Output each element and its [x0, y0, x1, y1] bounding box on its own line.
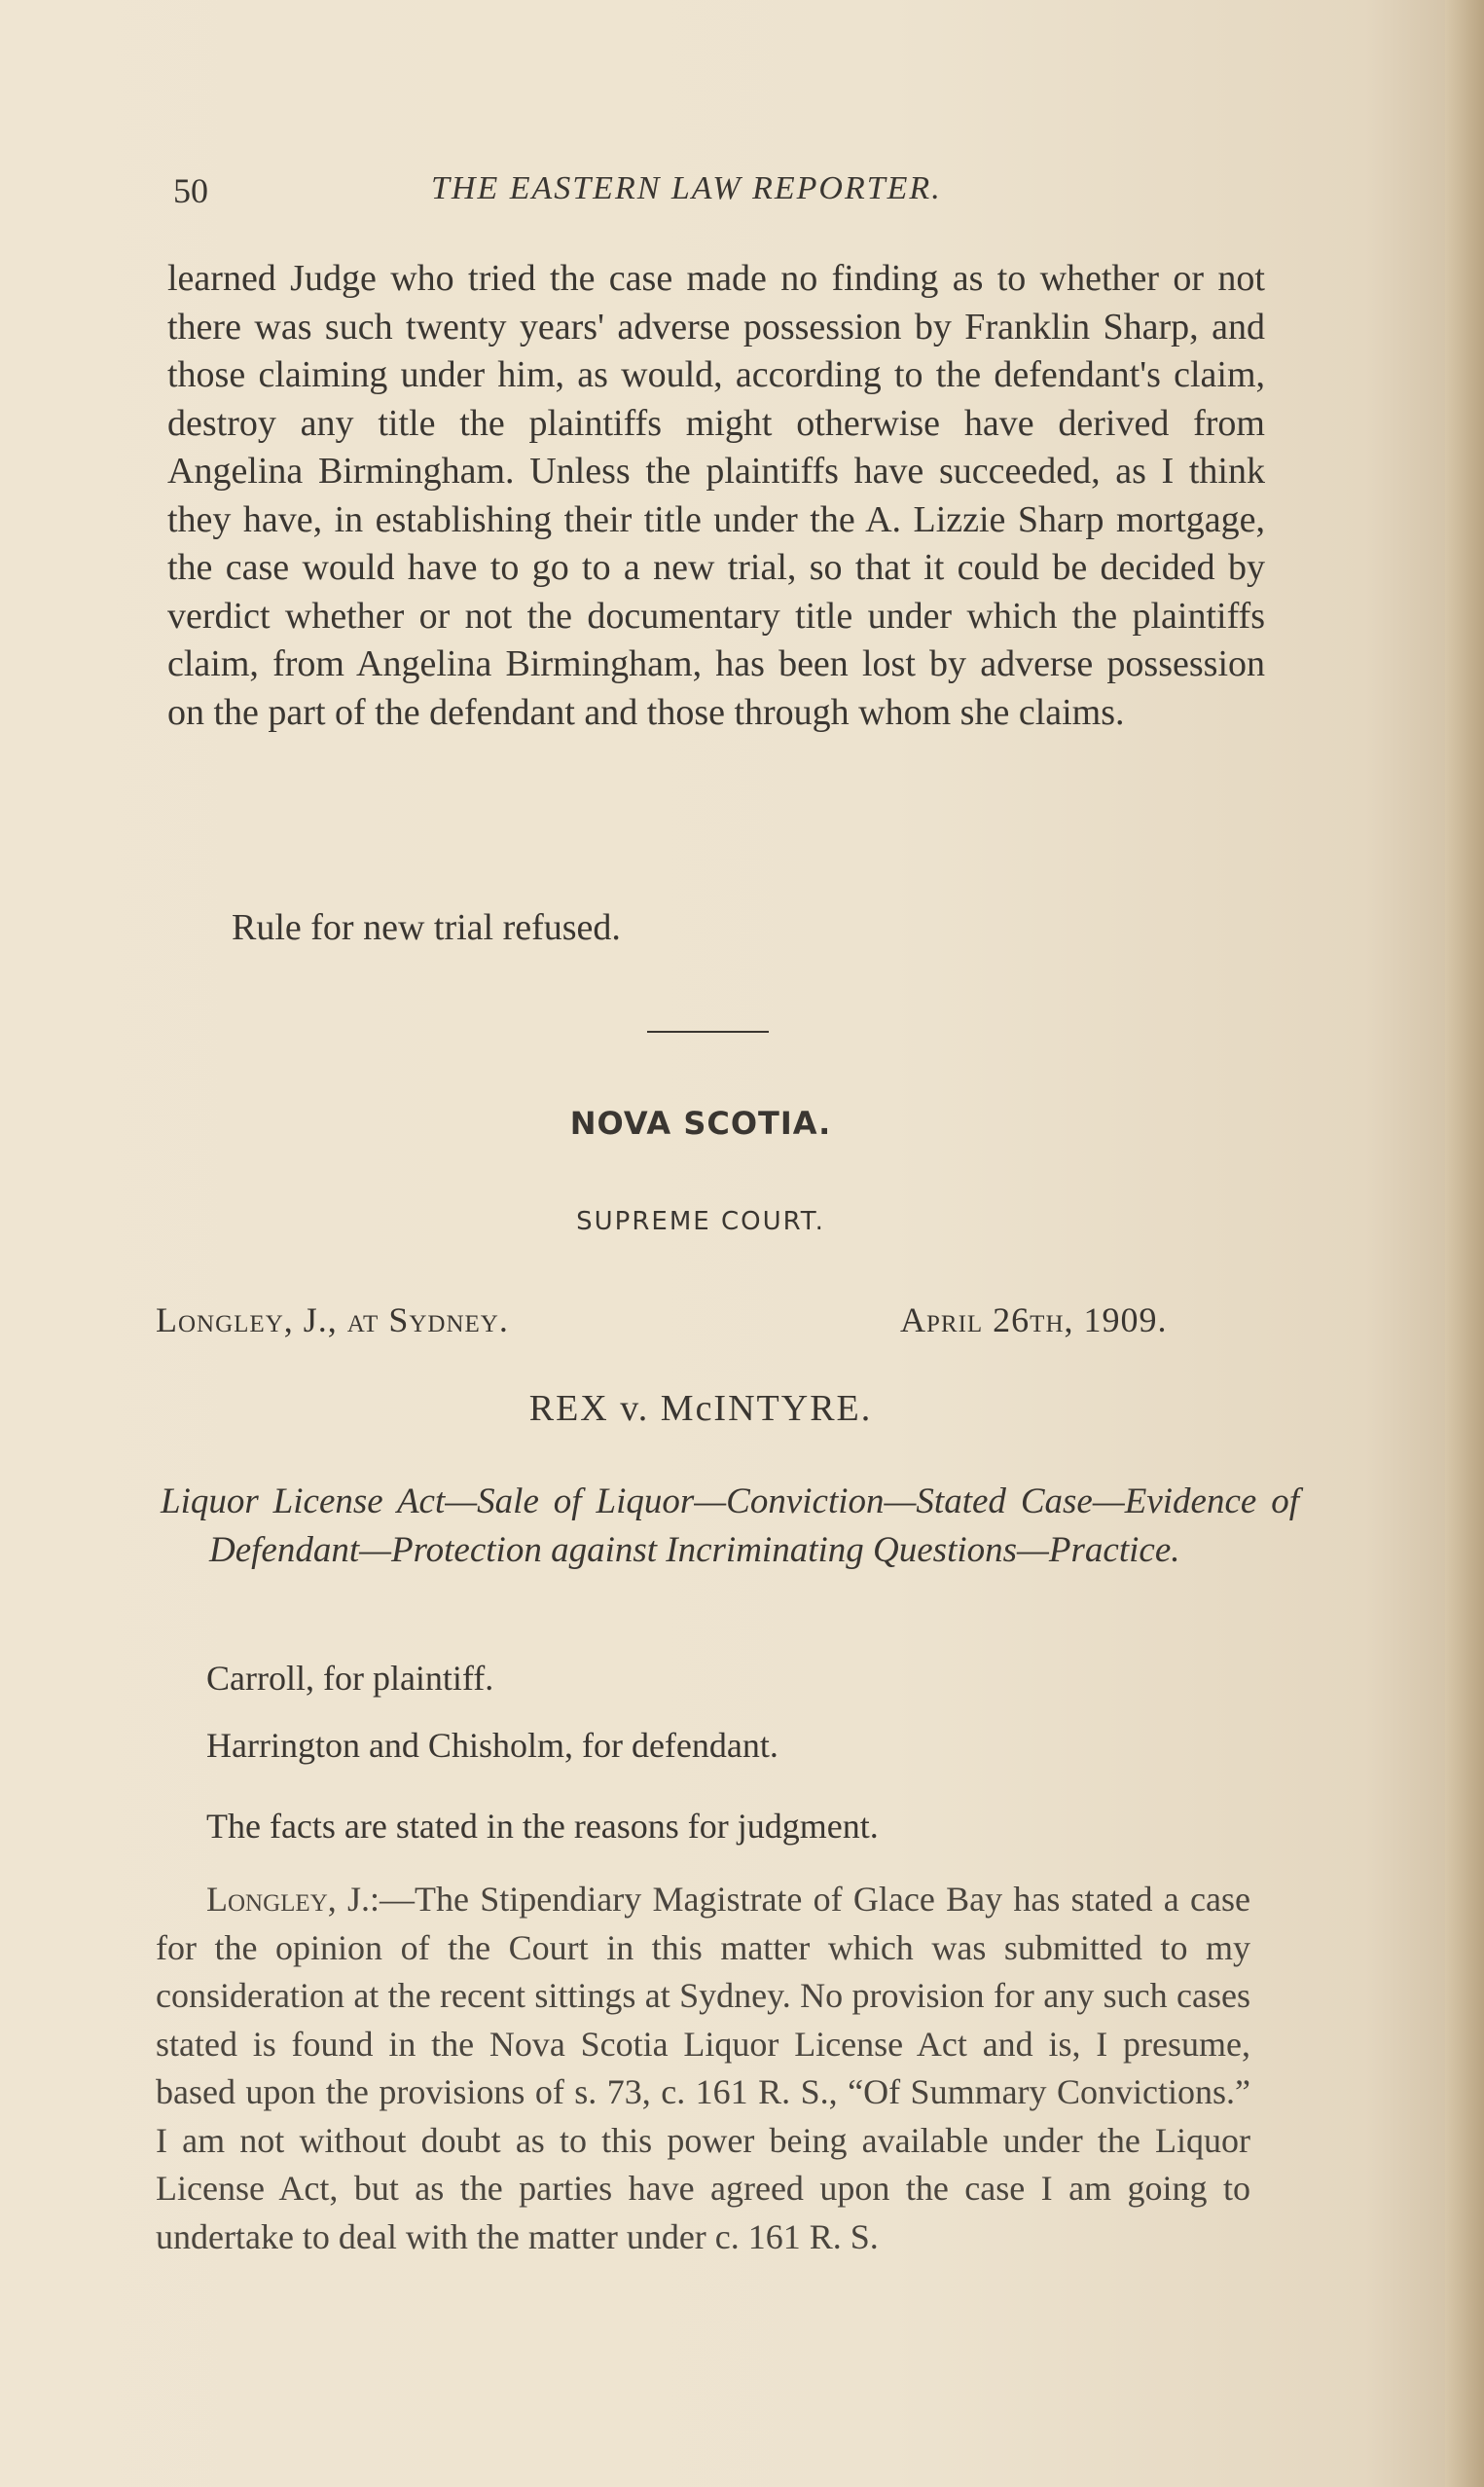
jurisdiction-heading: NOVA SCOTIA.	[569, 1105, 832, 1142]
case-title: REX v. McINTYRE.	[528, 1388, 873, 1429]
court-heading: SUPREME COURT.	[576, 1207, 825, 1236]
page-header	[173, 170, 1263, 219]
counsel-defendant: Harrington and Chisholm, for defendant.	[206, 1726, 778, 1765]
running-title: THE EASTERN LAW REPORTER.	[431, 170, 942, 206]
judge-location: Longley, J., at Sydney.	[156, 1300, 509, 1339]
judgment-author: Longley, J.	[206, 1880, 371, 1919]
judgment-date: April 26th, 1909.	[900, 1300, 1168, 1339]
prior-case-result: Rule for new trial refused.	[232, 907, 621, 948]
headnote: Liquor License Act—Sale of Liquor—Conviction—Stated Case—Evidence of Defendant—Protection against Incriminating Questions—Practice.	[161, 1481, 1299, 1570]
page-gutter	[1445, 0, 1484, 2487]
judgment-text: :—The Stipendiary Magistrate of Glace Bay has stated a case for the opinion of the Court in this matter which was submitted to my consideration at the recent sittings at Sydney. No provision for any such cases stated is found in the Nova Scotia Liquor License Act and is, I presume, based upon the provisions of s. 73, c. 161 R. S., “Of Summary Convictions.” I am not without doubt as to this power being available under the Liquor License Act, but as the parties have agreed upon the case I am going to undertake to deal with the matter under c. 161 R. S.	[156, 1880, 1250, 2256]
facts-note: The facts are stated in the reasons for judgment.	[206, 1807, 879, 1846]
judgment-paragraph	[156, 1876, 1250, 2261]
prior-case-paragraph: learned Judge who tried the case made no finding as to whether or not there was such twenty years' adverse possession by Franklin Sharp, and those claiming under him, as would, according to the defendant's claim, destroy any title the plaintiffs might otherwise have derived from Angelina Birmingham. Unless the plaintiffs have succeeded, as I think they have, in establishing their title under the A. Lizzie Sharp mortgage, the case would have to go to a new trial, so that it could be decided by verdict whether or not the documentary title under which the plaintiffs claim, from Angelina Birmingham, has been lost by adverse possession on the part of the defendant and those through whom she claims.	[167, 258, 1265, 733]
page-number: 50	[173, 171, 208, 210]
counsel-plaintiff: Carroll, for plaintiff.	[206, 1659, 494, 1698]
section-divider	[647, 1031, 769, 1033]
